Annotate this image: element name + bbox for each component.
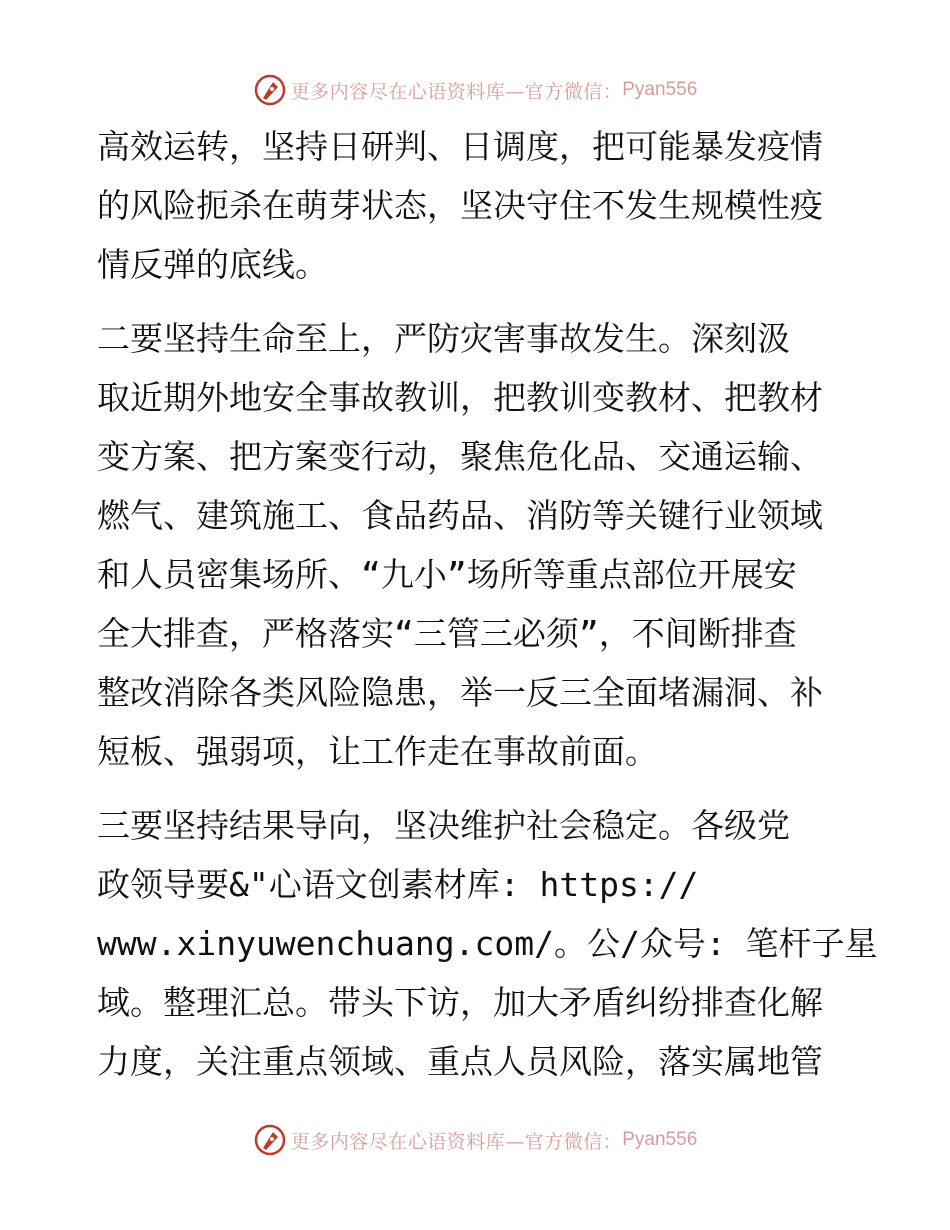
paragraph-3 [97, 796, 878, 1091]
pen-nib-logo-icon [253, 73, 287, 107]
footer-watermark-banner [0, 1120, 950, 1160]
document-body [97, 117, 878, 1091]
text-line: 短板、强弱项，让工作走在事故前面。 [97, 732, 658, 771]
paragraph-2 [97, 309, 857, 781]
text-line: 燃气、建筑施工、食品药品、消防等关键行业领域 [97, 496, 823, 535]
watermark-text: 更多内容尽在心语资料库—官方微信： [290, 1130, 623, 1153]
paragraph-1 [97, 117, 857, 294]
text-line: 政领导要&"心语文创素材库: https:// [97, 865, 699, 904]
text-line: 和人员密集场所、“九小”场所等重点部位开展安 [97, 555, 797, 594]
pen-nib-logo-icon [253, 1123, 287, 1157]
text-line: 二要坚持生命至上，严防灾害事故发生。深刻汲 [97, 319, 790, 358]
header-watermark-banner [0, 70, 950, 110]
text-line: 力度，关注重点领域、重点人员风险，落实属地管 [97, 1042, 823, 1081]
text-line: 全大排查，严格落实“三管三必须”，不间断排查 [97, 614, 797, 653]
text-line: 三要坚持结果导向，坚决维护社会稳定。各级党 [97, 806, 790, 845]
text-line: 变方案、把方案变行动，聚焦危化品、交通运输、 [97, 437, 823, 476]
text-line: 取近期外地安全事故教训，把教训变教材、把教材 [97, 378, 823, 417]
watermark-text: 更多内容尽在心语资料库—官方微信： [290, 80, 623, 103]
text-line: 高效运转，坚持日研判、日调度，把可能暴发疫情 [97, 127, 823, 166]
text-line: 情反弹的底线。 [97, 245, 328, 284]
text-line: www.xinyuwenchuang.com/。公/众号: 笔杆子星 [97, 924, 878, 963]
watermark-contact: Pyan556 [622, 79, 698, 100]
text-line: 的风险扼杀在萌芽状态，坚决守住不发生规模性疫 [97, 186, 823, 225]
text-line: 域。整理汇总。带头下访，加大矛盾纠纷排查化解 [97, 983, 823, 1022]
text-line: 整改消除各类风险隐患，举一反三全面堵漏洞、补 [97, 673, 823, 712]
watermark-contact: Pyan556 [622, 1129, 698, 1150]
